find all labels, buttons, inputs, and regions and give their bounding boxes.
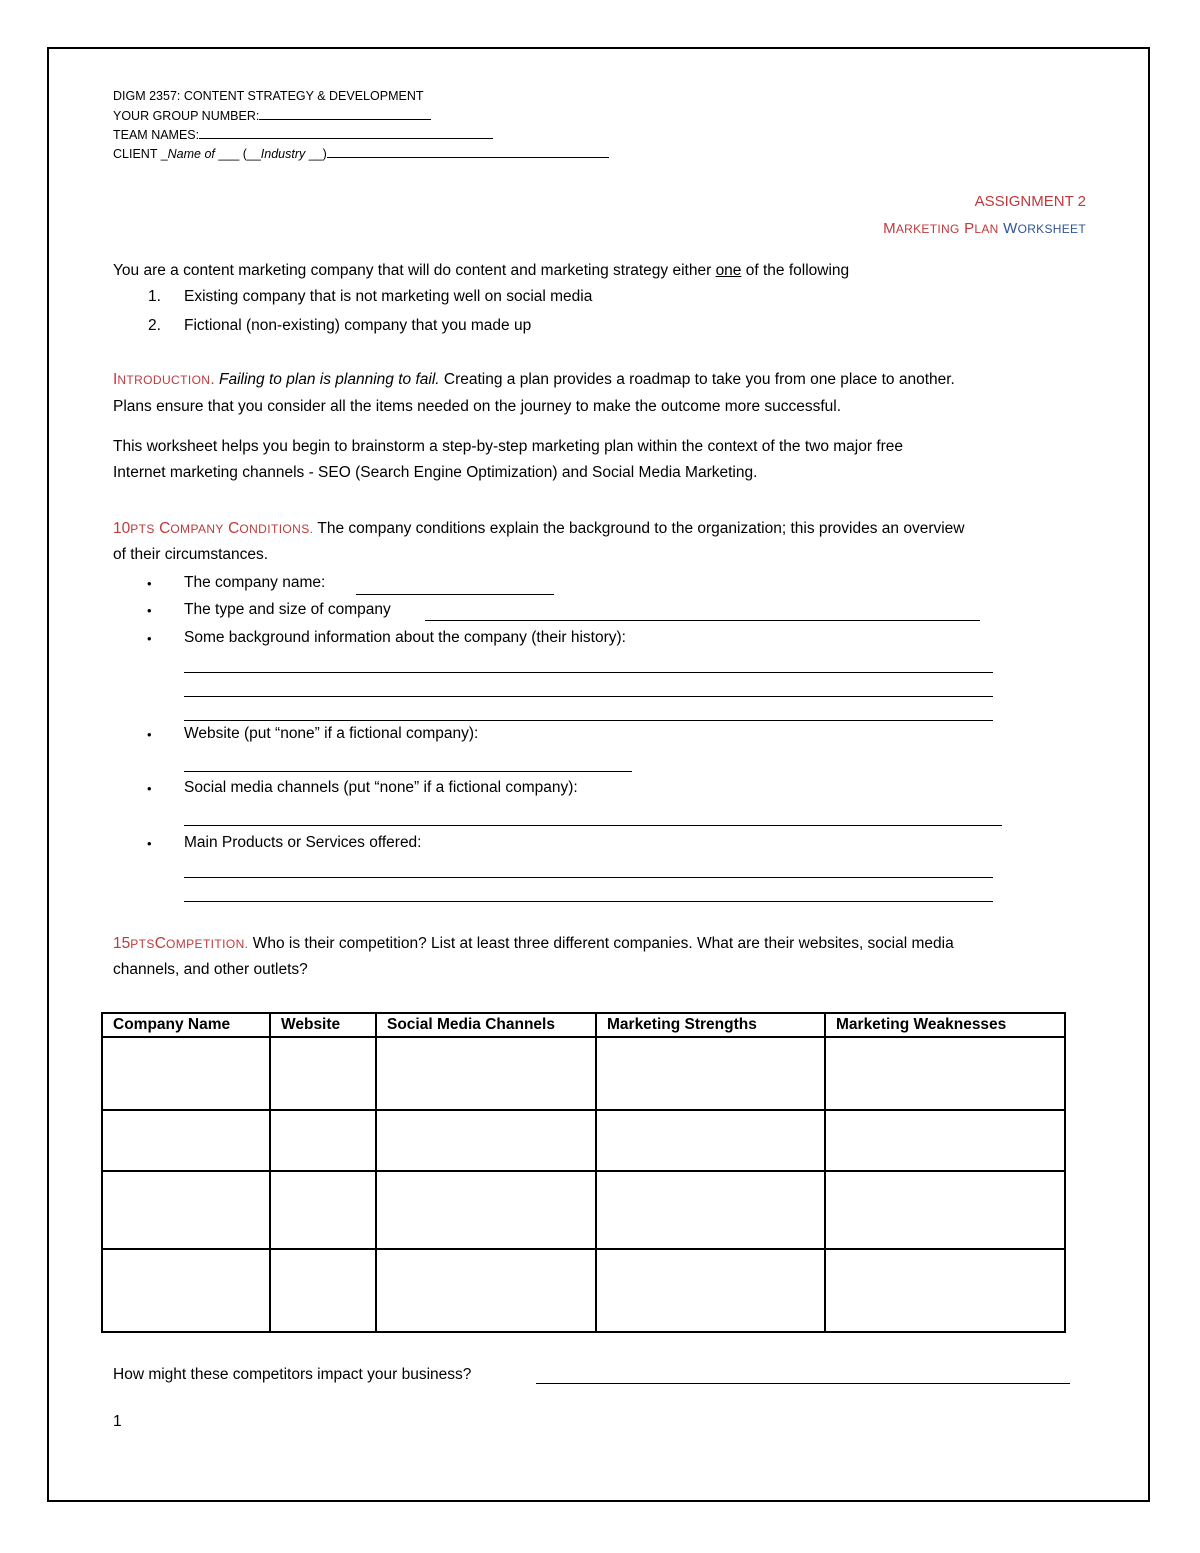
page-number: 1 bbox=[113, 1413, 122, 1430]
table-row bbox=[102, 1110, 1065, 1171]
table-cell[interactable] bbox=[596, 1037, 825, 1110]
table-row bbox=[102, 1171, 1065, 1249]
website-label: Website (put “none” if a fictional company): bbox=[184, 725, 479, 742]
cc-label-rest2: ONDITIONS. bbox=[239, 522, 314, 536]
client-name-hint: Name of bbox=[167, 147, 215, 161]
company-name-label: The company name: bbox=[184, 574, 326, 591]
background-blank-1[interactable] bbox=[184, 672, 993, 673]
title-lan: LAN bbox=[974, 222, 999, 236]
option-2-number: 2. bbox=[148, 317, 161, 334]
products-blank-2[interactable] bbox=[184, 901, 993, 902]
table-header-row bbox=[102, 1013, 1065, 1037]
impact-question: How might these competitors impact your business? bbox=[113, 1366, 472, 1383]
col-strengths: Marketing Strengths bbox=[596, 1013, 825, 1037]
bullet-6: • bbox=[147, 836, 152, 851]
comp-points-num: 15 bbox=[113, 935, 131, 952]
social-channels-blank[interactable] bbox=[184, 825, 1002, 826]
option-1-number: 1. bbox=[148, 288, 161, 305]
table-cell[interactable] bbox=[102, 1110, 270, 1171]
intro-line1-rest: Creating a plan provides a roadmap to take you from one place to another. bbox=[439, 371, 955, 388]
table-cell[interactable] bbox=[376, 1037, 596, 1110]
prompt-text bbox=[113, 261, 849, 281]
table-cell[interactable] bbox=[596, 1171, 825, 1249]
course-title: DIGM 2357: CONTENT STRATEGY & DEVELOPMENT bbox=[113, 89, 424, 103]
group-number-field[interactable] bbox=[113, 107, 431, 124]
intro-label-rest: NTRODUCTION bbox=[117, 373, 211, 387]
table-cell[interactable] bbox=[270, 1037, 376, 1110]
website-blank[interactable] bbox=[184, 771, 632, 772]
intro-label-dot: . bbox=[210, 371, 215, 388]
comp-line1-text: Who is their competition? List at least three different companies. What are their websites, social media bbox=[248, 935, 954, 952]
table-row bbox=[102, 1249, 1065, 1332]
table-cell[interactable] bbox=[270, 1171, 376, 1249]
table-cell[interactable] bbox=[825, 1110, 1065, 1171]
cc-points-num: 10 bbox=[113, 520, 131, 537]
social-channels-label: Social media channels (put “none” if a fictional company): bbox=[184, 779, 578, 796]
table-cell[interactable] bbox=[825, 1037, 1065, 1110]
bullet-3: • bbox=[147, 631, 152, 646]
title-arketing: ARKETING bbox=[895, 222, 960, 236]
table-cell[interactable] bbox=[270, 1110, 376, 1171]
title-orksheet: ORKSHEET bbox=[1017, 222, 1086, 236]
table-cell[interactable] bbox=[376, 1249, 596, 1332]
competition-table bbox=[101, 1012, 1066, 1333]
table-cell[interactable] bbox=[102, 1171, 270, 1249]
introduction-para2-line-1: This worksheet helps you begin to brainstorm a step-by-step marketing plan within the context of the two major free bbox=[113, 438, 904, 455]
cc-points-sc: PTS bbox=[130, 522, 155, 536]
table-cell[interactable] bbox=[376, 1110, 596, 1171]
table-cell[interactable] bbox=[825, 1249, 1065, 1332]
background-info-label: Some background information about the company (their history): bbox=[184, 629, 626, 646]
team-names-blank[interactable] bbox=[199, 126, 493, 139]
introduction-line-1 bbox=[113, 370, 955, 390]
competition-line-2: channels, and other outlets? bbox=[113, 961, 308, 978]
col-weaknesses: Marketing Weaknesses bbox=[825, 1013, 1065, 1037]
prompt-before: You are a content marketing company that will do content and marketing strategy either bbox=[113, 262, 716, 279]
option-1-text: Existing company that is not marketing well on social media bbox=[184, 288, 593, 305]
client-industry-hint: Industry bbox=[260, 147, 306, 161]
bullet-1: • bbox=[147, 576, 152, 591]
impact-answer-blank[interactable] bbox=[536, 1383, 1070, 1384]
company-type-label: The type and size of company bbox=[184, 601, 391, 618]
table-cell[interactable] bbox=[825, 1171, 1065, 1249]
team-names-label: TEAM NAMES: bbox=[113, 128, 200, 142]
background-blank-3[interactable] bbox=[184, 720, 993, 721]
col-social-media: Social Media Channels bbox=[376, 1013, 596, 1037]
client-label: CLIENT _ bbox=[113, 147, 168, 161]
company-conditions-line-2: of their circumstances. bbox=[113, 546, 269, 563]
client-sep-1: ___ (__ bbox=[214, 147, 261, 161]
prompt-one: one bbox=[715, 262, 742, 279]
introduction-line-2: Plans ensure that you consider all the items needed on the journey to make the outcome more successful. bbox=[113, 398, 842, 415]
table-cell[interactable] bbox=[596, 1110, 825, 1171]
company-type-blank[interactable] bbox=[425, 620, 980, 621]
client-blank[interactable] bbox=[327, 145, 609, 158]
table-cell[interactable] bbox=[376, 1171, 596, 1249]
title-w: W bbox=[1003, 220, 1018, 237]
table-cell[interactable] bbox=[596, 1249, 825, 1332]
background-blank-2[interactable] bbox=[184, 696, 993, 697]
table-cell[interactable] bbox=[102, 1249, 270, 1332]
cc-line1-text: The company conditions explain the background to the organization; this provides an overview bbox=[317, 520, 965, 537]
col-company-name: Company Name bbox=[102, 1013, 270, 1037]
bullet-2: • bbox=[147, 603, 152, 618]
client-sep-2: __) bbox=[305, 147, 327, 161]
intro-quote: Failing to plan is planning to fail. bbox=[219, 371, 440, 388]
comp-label-cap: C bbox=[154, 935, 166, 952]
group-number-blank[interactable] bbox=[259, 107, 431, 120]
intro-label-cap: I bbox=[113, 371, 118, 388]
group-number-label: YOUR GROUP NUMBER: bbox=[113, 109, 260, 123]
company-conditions-line-1 bbox=[113, 519, 965, 539]
team-names-field[interactable] bbox=[113, 126, 493, 143]
competition-line-1 bbox=[113, 934, 954, 954]
option-2-text: Fictional (non-existing) company that you made up bbox=[184, 317, 532, 334]
title-m: M bbox=[883, 220, 896, 237]
comp-points-sc: PTS bbox=[130, 937, 155, 951]
products-services-label: Main Products or Services offered: bbox=[184, 834, 422, 851]
products-blank-1[interactable] bbox=[184, 877, 993, 878]
col-website: Website bbox=[270, 1013, 376, 1037]
table-row bbox=[102, 1037, 1065, 1110]
client-field[interactable] bbox=[113, 145, 609, 162]
prompt-after: of the following bbox=[741, 262, 850, 279]
bullet-5: • bbox=[147, 781, 152, 796]
worksheet-title bbox=[883, 220, 1086, 237]
introduction-para2-line-2: Internet marketing channels - SEO (Search Engine Optimization) and Social Media Marketing. bbox=[113, 464, 758, 481]
cc-label-c2: C bbox=[228, 520, 240, 537]
table-cell[interactable] bbox=[270, 1249, 376, 1332]
comp-label-rest: OMPETITION. bbox=[166, 937, 249, 951]
cc-label-rest1: OMPANY bbox=[170, 522, 224, 536]
cc-label-c1: C bbox=[159, 520, 171, 537]
company-name-blank[interactable] bbox=[356, 594, 554, 595]
title-p: P bbox=[964, 220, 975, 237]
table-cell[interactable] bbox=[102, 1037, 270, 1110]
bullet-4: • bbox=[147, 727, 152, 742]
assignment-title: ASSIGNMENT 2 bbox=[974, 193, 1086, 210]
